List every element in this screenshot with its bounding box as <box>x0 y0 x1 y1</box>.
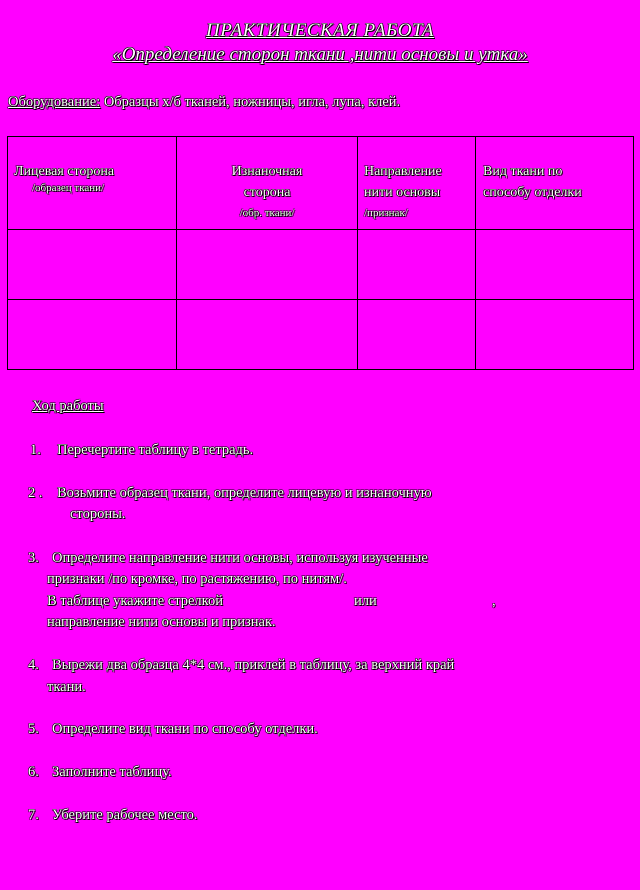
column-header-label: нити основы <box>364 185 441 200</box>
table-row <box>8 300 634 370</box>
column-header-note: /признак/ <box>364 207 408 219</box>
step-number: 4. <box>28 657 39 673</box>
table-header-cell <box>8 137 177 230</box>
step-text: стороны. <box>70 506 126 522</box>
step-number: 2 . <box>28 485 43 501</box>
step-text: В таблице укажите стрелкой <box>47 593 223 609</box>
step-number: 1. <box>30 442 41 458</box>
table-header-row <box>8 137 634 230</box>
step-number: 3. <box>28 550 39 566</box>
step-number: 7. <box>28 807 39 823</box>
table-header-cell <box>177 137 358 230</box>
column-header-note: /обр. ткани/ <box>239 207 295 219</box>
step-text: , <box>492 593 496 609</box>
table-cell <box>8 230 177 300</box>
step-text: Определите вид ткани по способу отделки. <box>52 721 318 737</box>
table-cell <box>177 230 358 300</box>
worksheet-table <box>7 136 634 370</box>
equipment-text: Образцы х/б тканей, ножницы, игла, лупа, клей. <box>103 94 401 110</box>
step-text: Вырежи два образца 4*4 см., приклей в таблицу, за верхний край <box>52 657 455 673</box>
step-text: Уберите рабочее место. <box>52 807 198 823</box>
step-text: признаки /по кромке, по растяжению, по нитям/. <box>47 571 347 587</box>
page-subtitle: «Определение сторон ткани ,нити основы и утка» <box>112 44 528 65</box>
step-text: Возьмите образец ткани, определите лицевую и изнаночную <box>57 485 432 501</box>
step-text: или <box>354 593 377 609</box>
column-header-note: /образец ткани/ <box>32 182 105 194</box>
step-text: направление нити основы и признак. <box>47 614 276 630</box>
table-header-cell <box>476 137 634 230</box>
table-row <box>8 230 634 300</box>
column-header-label: Направление <box>364 164 442 179</box>
table-cell <box>358 300 476 370</box>
table-cell <box>358 230 476 300</box>
table-cell <box>476 230 634 300</box>
step-text: Перечертите таблицу в тетрадь. <box>57 442 254 458</box>
table-cell <box>177 300 358 370</box>
step-number: 5. <box>28 721 39 737</box>
step-text: Определите направление нити основы, используя изученные <box>52 550 428 566</box>
column-header-label: Изнаночная <box>231 164 303 179</box>
table-header-cell <box>358 137 476 230</box>
equipment-label: Оборудование: <box>8 94 101 110</box>
table-cell <box>8 300 177 370</box>
table-cell <box>476 300 634 370</box>
column-header-label: Лицевая сторона <box>14 164 115 179</box>
work-title: Ход работы <box>32 398 104 414</box>
step-number: 6. <box>28 764 39 780</box>
page-title: ПРАКТИЧЕСКАЯ РАБОТА <box>206 20 434 41</box>
step-text: ткани. <box>47 679 86 695</box>
step-text: Заполните таблицу. <box>52 764 172 780</box>
column-header-label: способу отделки <box>483 185 582 200</box>
column-header-label: Вид ткани по <box>483 164 563 179</box>
equipment-line <box>8 94 400 111</box>
column-header-label: сторона <box>243 185 291 200</box>
